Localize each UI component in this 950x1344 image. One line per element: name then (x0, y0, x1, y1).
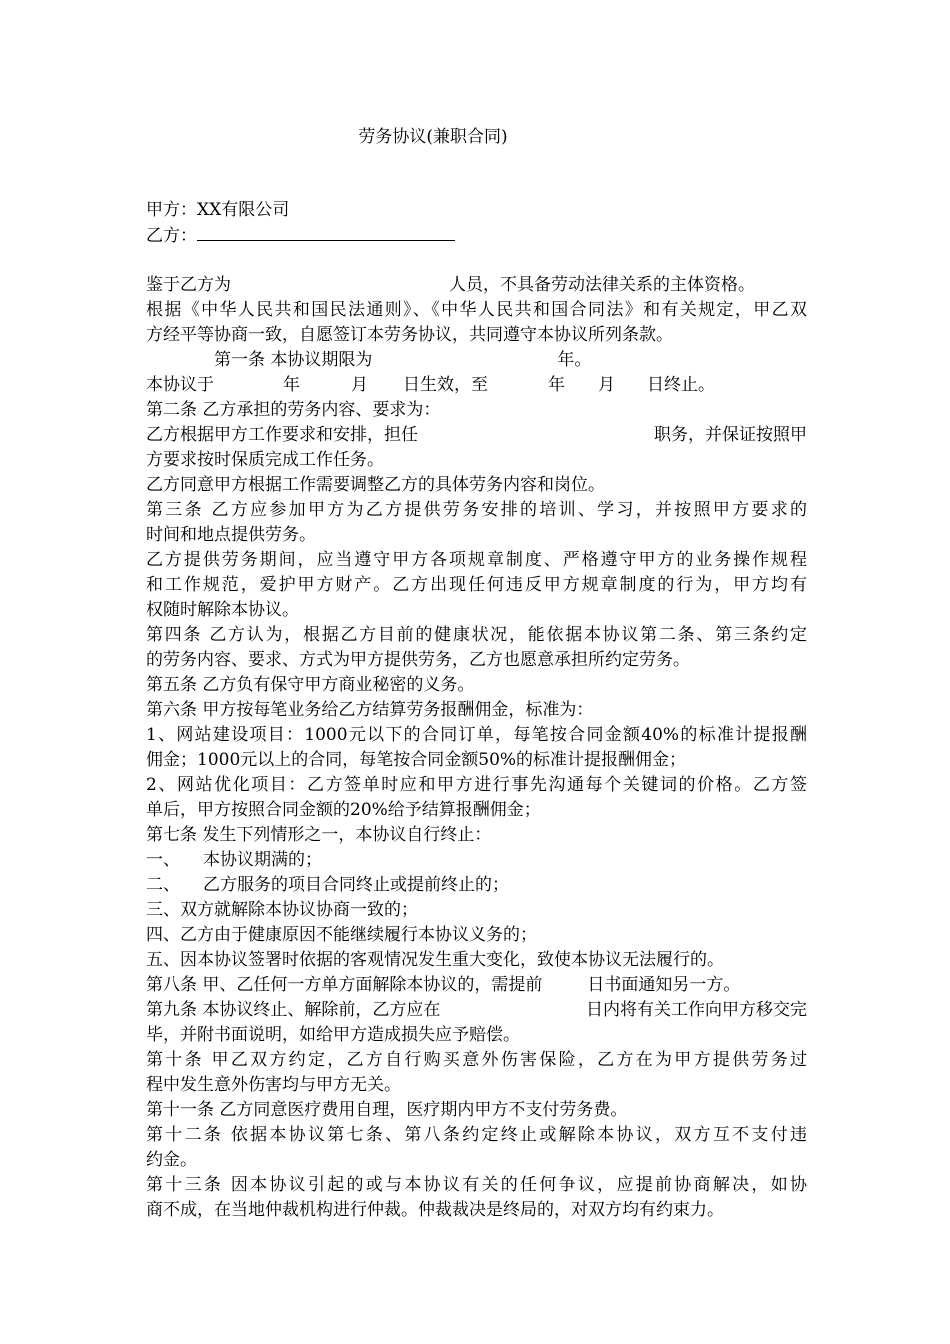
article-6-line-4: 单后，甲方按照合同金额的20%给予结算报酬佣金； (146, 800, 541, 820)
article-13-line-2: 商不成，在当地仲裁机构进行仲裁。仲裁裁决是终局的，对双方均有约束力。 (146, 1200, 724, 1220)
article-1-text: 本协议于 (146, 375, 214, 395)
article-1-text: 第一条 本协议期限为 (214, 350, 373, 370)
intro-text: 鉴于乙方为 (146, 275, 231, 295)
article-12-line-2: 约金。 (146, 1150, 197, 1170)
item-text: 乙方服务的项目合同终止或提前终止的； (203, 875, 509, 895)
article-4-line-2: 的劳务内容、要求、方式为甲方提供劳务，乙方也愿意承担所约定劳务。 (146, 650, 690, 670)
article-6-line-2: 佣金；1000元以上的合同，每笔按合同金额50%的标准计提报酬佣金； (146, 750, 687, 770)
article-9-line-2: 毕，并附书面说明，如给甲方造成损失应予赔偿。 (146, 1025, 520, 1045)
article-8 (146, 974, 740, 996)
article-12-line-1: 第十二条 依据本协议第七条、第八条约定终止或解除本协议，双方互不支付违 (146, 1125, 807, 1145)
article-7-item-3: 三、双方就解除本协议协商一致的； (146, 900, 418, 920)
article-2-line-3: 乙方同意甲方根据工作需要调整乙方的具体劳务内容和岗位。 (146, 475, 605, 495)
intro-line-3: 方经平等协商一致，自愿签订本劳务协议，共同遵守本协议所列条款。 (146, 325, 673, 345)
item-text: 本协议期满的； (203, 850, 322, 870)
article-1-year: 年 (283, 375, 300, 395)
article-2-text: 职务，并保证按照甲 (654, 425, 807, 445)
article-2-line-1 (146, 424, 807, 446)
intro-line-2: 根据《中华人民共和国民法通则》、《中华人民共和国合同法》和有关规定，甲乙双 (146, 300, 807, 320)
article-1-month: 月 (598, 375, 615, 395)
article-13-line-1: 第十三条 因本协议引起的或与本协议有关的任何争议，应提前协商解决，如协 (146, 1175, 807, 1195)
article-3-line-2: 时间和地点提供劳务。 (146, 525, 316, 545)
intro-line-1 (146, 274, 755, 296)
article-1-text: 年。 (557, 350, 592, 370)
article-9-text: 第九条 本协议终止、解除前，乙方应在 (146, 1000, 441, 1020)
article-7-item-5: 五、因本协议签署时依据的客观情况发生重大变化，致使本协议无法履行的。 (146, 950, 724, 970)
article-8-text: 第八条 甲、乙任何一方单方面解除本协议的，需提前 (146, 975, 543, 995)
intro-text: 人员，不具备劳动法律关系的主体资格。 (449, 275, 755, 295)
article-11: 第十一条 乙方同意医疗费用自理，医疗期内甲方不支付劳务费。 (146, 1100, 628, 1120)
article-3-line-1: 第三条 乙方应参加甲方为乙方提供劳务安排的培训、学习，并按照甲方要求的 (146, 500, 807, 520)
article-3-line-5: 权随时解除本协议。 (146, 600, 299, 620)
party-b-label: 乙方： (146, 226, 197, 246)
article-7-item-1 (146, 849, 322, 871)
article-2-heading: 第二条 乙方承担的劳务内容、要求为： (146, 400, 441, 420)
article-1-text: 日生效，至 (403, 375, 488, 395)
article-1-year: 年 (548, 375, 565, 395)
article-6-heading: 第六条 甲方按每笔业务给乙方结算劳务报酬佣金，标准为： (146, 700, 594, 720)
article-1-line-1 (214, 349, 591, 371)
article-7-item-2 (146, 874, 509, 896)
article-9-text: 日内将有关工作向甲方移交完 (586, 1000, 807, 1020)
party-b-row (146, 225, 455, 247)
article-10-line-2: 程中发生意外伤害均与甲方无关。 (146, 1075, 401, 1095)
article-10-line-1: 第十条 甲乙双方约定，乙方自行购买意外伤害保险，乙方在为甲方提供劳务过 (146, 1050, 807, 1070)
article-2-text: 乙方根据甲方工作要求和安排，担任 (146, 425, 418, 445)
article-1-text: 日终止。 (647, 375, 715, 395)
article-6-line-1: 1、网站建设项目：1000元以下的合同订单，每笔按合同金额40%的标准计提报酬 (146, 725, 807, 745)
article-6-line-3: 2、网站优化项目：乙方签单时应和甲方进行事先沟通每个关键词的价格。乙方签 (146, 775, 807, 795)
article-3-line-3: 乙方提供劳务期间，应当遵守甲方各项规章制度、严格遵守甲方的业务操作规程 (146, 550, 807, 570)
item-number: 二、 (146, 875, 180, 895)
item-number: 一、 (146, 850, 180, 870)
article-7-item-4: 四、乙方由于健康原因不能继续履行本协议义务的； (146, 925, 537, 945)
article-8-text: 日书面通知另一方。 (587, 975, 741, 995)
article-5: 第五条 乙方负有保守甲方商业秘密的义务。 (146, 675, 475, 695)
article-2-line-2: 方要求按时保质完成工作任务。 (146, 450, 384, 470)
article-1-line-2 (146, 374, 715, 396)
article-9-line-1 (146, 999, 807, 1021)
document-title: 劳务协议(兼职合同) (358, 127, 508, 147)
article-4-line-1: 第四条 乙方认为，根据乙方目前的健康状况，能依据本协议第二条、第三条约定 (146, 625, 807, 645)
article-7-heading: 第七条 发生下列情形之一，本协议自行终止： (146, 825, 492, 845)
article-1-month: 月 (351, 375, 368, 395)
party-b-name-blank (197, 225, 455, 241)
party-a: 甲方：XX有限公司 (146, 200, 290, 220)
article-3-line-4: 和工作规范，爱护甲方财产。乙方出现任何违反甲方规章制度的行为，甲方均有 (146, 575, 807, 595)
